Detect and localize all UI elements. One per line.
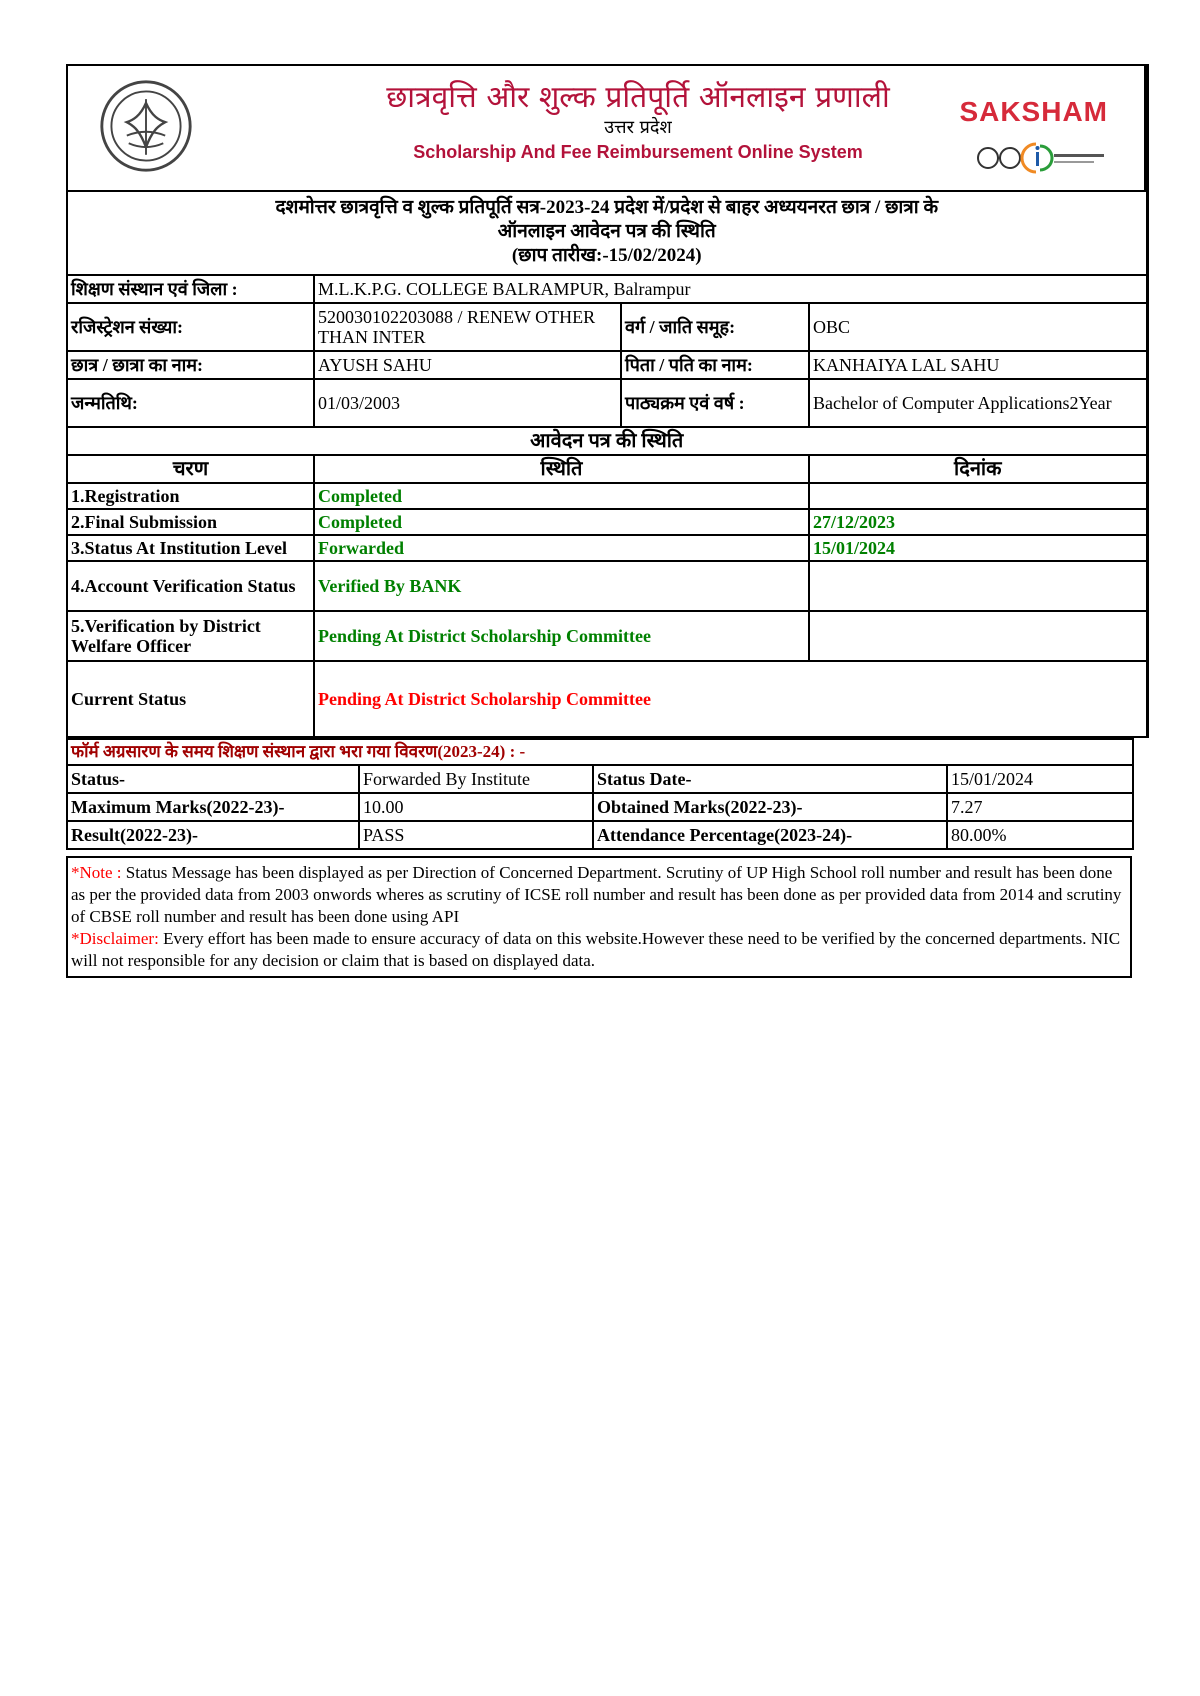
dob-value: 01/03/2003: [314, 379, 621, 427]
disclaimer-text: Every effort has been made to ensure accuracy of data on this website.However these need to be verified by the concerned departments. NIC will not responsible for any decision or claim that is based on displayed data.: [71, 929, 1121, 970]
document-print-date: (छाप तारीख:-15/02/2024): [511, 245, 702, 266]
document-title-line1: दशमोत्तर छात्रवृत्ति व शुल्क प्रतिपूर्ति सत्र-2023-24 प्रदेश में/प्रदेश से बाहर अध्ययनरत छात्र / छात्रा के: [275, 197, 939, 218]
date-cell: [809, 483, 1147, 509]
date-cell: [809, 611, 1147, 661]
dob-label: जन्मतिथि:: [67, 379, 314, 427]
column-header-status: स्थिति: [314, 455, 809, 483]
table-row: [67, 561, 1147, 611]
current-status-row: [67, 661, 1147, 737]
date-cell: 27/12/2023: [809, 509, 1147, 535]
obtained-marks-label: Obtained Marks(2022-23)-: [593, 793, 947, 821]
registration-label: रजिस्ट्रेशन संख्या:: [67, 303, 314, 351]
notes-table: [66, 856, 1132, 978]
header-title-block: [288, 80, 988, 164]
stage-cell: 3.Status At Institution Level: [67, 535, 314, 561]
document-title: [67, 191, 1147, 275]
student-name-label: छात्र / छात्रा का नाम:: [67, 351, 314, 379]
application-status-title: आवेदन पत्र की स्थिति: [67, 427, 1147, 455]
result-label: Result(2022-23)-: [67, 821, 359, 849]
current-status-value: Pending At District Scholarship Committee: [314, 661, 1147, 737]
inst-status-date-label: Status Date-: [593, 765, 947, 793]
institution-label: शिक्षण संस्थान एवं जिला :: [67, 275, 314, 303]
table-row: [67, 765, 1133, 793]
attendance-value: 80.00%: [947, 821, 1133, 849]
table-row: [67, 793, 1133, 821]
saksham-digital-india-icon: [974, 138, 1114, 178]
date-cell: 15/01/2024: [809, 535, 1147, 561]
document-title-line2: ऑनलाइन आवेदन पत्र की स्थिति: [497, 221, 716, 242]
column-header-stage: चरण: [67, 455, 314, 483]
stage-cell: 5.Verification by District Welfare Officer: [67, 611, 314, 661]
saksham-brand: SAKSHAM: [959, 96, 1108, 127]
institution-details-title: फॉर्म अग्रसारण के समय शिक्षण संस्थान द्वारा भरा गया विवरण(2023-24) : -: [67, 739, 1133, 765]
disclaimer-label: *Disclaimer:: [71, 929, 159, 948]
table-row: [67, 611, 1147, 661]
result-value: PASS: [359, 821, 593, 849]
stage-cell: 1.Registration: [67, 483, 314, 509]
inst-status-value: Forwarded By Institute: [359, 765, 593, 793]
up-government-emblem-icon: [98, 78, 194, 174]
status-table: [66, 190, 1149, 738]
note-text: Status Message has been displayed as per Direction of Concerned Department. Scrutiny of UP High School roll number and result has been done as per the provided data from 2003 onwords wheres as scrutiny of ICSE roll number and result has been done as per provided data from 2014 and scrutiny of CBSE roll number and result has been done using API: [71, 863, 1122, 926]
page-header: [66, 64, 1146, 190]
status-document: [66, 64, 1146, 978]
table-row: [67, 821, 1133, 849]
category-label: वर्ग / जाति समूह:: [621, 303, 809, 351]
student-name-value: AYUSH SAHU: [314, 351, 621, 379]
status-cell: Completed: [314, 509, 809, 535]
father-name-value: KANHAIYA LAL SAHU: [809, 351, 1147, 379]
obtained-marks-value: 7.27: [947, 793, 1133, 821]
header-title-english: Scholarship And Fee Reimbursement Online System: [413, 142, 863, 162]
father-name-label: पिता / पति का नाम:: [621, 351, 809, 379]
current-status-label: Current Status: [67, 661, 314, 737]
stage-cell: 2.Final Submission: [67, 509, 314, 535]
status-cell: Pending At District Scholarship Committee: [314, 611, 809, 661]
header-title-hindi: छात्रवृत्ति और शुल्क प्रतिपूर्ति ऑनलाइन प्रणाली: [386, 80, 890, 115]
max-marks-value: 10.00: [359, 793, 593, 821]
institution-value: M.L.K.P.G. COLLEGE BALRAMPUR, Balrampur: [314, 275, 1147, 303]
institution-details-table: [66, 738, 1134, 850]
status-cell: Forwarded: [314, 535, 809, 561]
notes-cell: [67, 857, 1131, 977]
inst-status-label: Status-: [67, 765, 359, 793]
inst-status-date-value: 15/01/2024: [947, 765, 1133, 793]
attendance-label: Attendance Percentage(2023-24)-: [593, 821, 947, 849]
status-cell: Verified By BANK: [314, 561, 809, 611]
max-marks-label: Maximum Marks(2022-23)-: [67, 793, 359, 821]
category-value: OBC: [809, 303, 1147, 351]
column-header-date: दिनांक: [809, 455, 1147, 483]
registration-value: 520030102203088 / RENEW OTHER THAN INTER: [314, 303, 621, 351]
table-row: [67, 509, 1147, 535]
note-label: *Note :: [71, 863, 122, 882]
course-value: Bachelor of Computer Applications2Year: [809, 379, 1147, 427]
table-row: [67, 483, 1147, 509]
status-cell: Completed: [314, 483, 809, 509]
header-state: उत्तर प्रदेश: [604, 117, 672, 138]
date-cell: [809, 561, 1147, 611]
table-row: [67, 535, 1147, 561]
course-label: पाठ्यक्रम एवं वर्ष :: [621, 379, 809, 427]
stage-cell: 4.Account Verification Status: [67, 561, 314, 611]
